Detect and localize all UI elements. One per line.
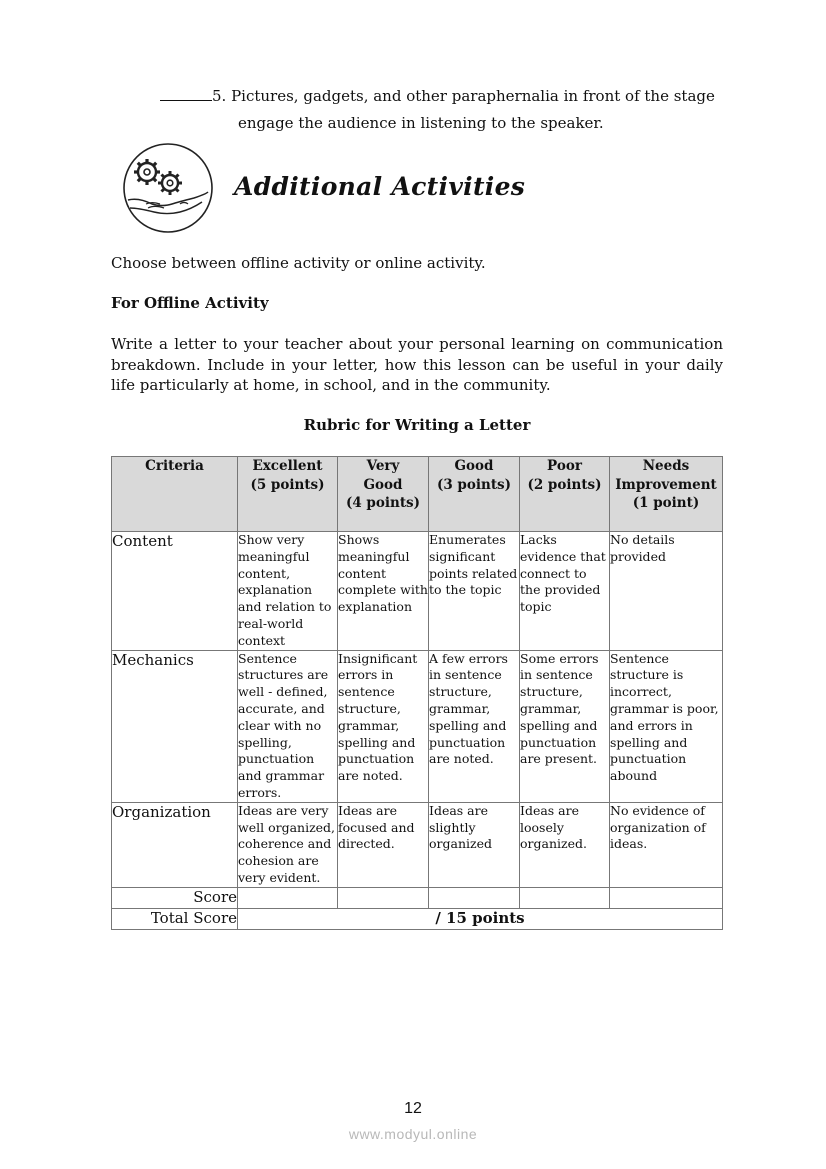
organization-needs-cell: No evidence of organization of ideas. bbox=[610, 802, 723, 887]
header-poor-line2: (2 points) bbox=[527, 476, 602, 493]
organization-excellent-cell: Ideas are very well organized, coherence and cohesion are very evident. bbox=[238, 802, 338, 887]
score-row bbox=[112, 887, 723, 908]
rubric-header-row bbox=[112, 457, 723, 532]
header-very-good bbox=[338, 457, 429, 532]
total-score-value[interactable]: / 15 points bbox=[238, 908, 723, 929]
score-poor-cell[interactable] bbox=[520, 887, 610, 908]
table-row bbox=[112, 650, 723, 802]
total-score-label: Total Score bbox=[112, 908, 238, 929]
mechanics-excellent-cell: Sentence structures are well - defined, accurate, and clear with no spelling, punctuation and grammar errors. bbox=[238, 650, 338, 802]
header-needs-line1: Needs bbox=[642, 458, 690, 474]
question-5-continuation: engage the audience in listening to the speaker. bbox=[238, 114, 604, 132]
row-label-mechanics: Mechanics bbox=[112, 650, 238, 802]
mechanics-very-good-cell: Insignificant errors in sentence structure, grammar, spelling and punctuation are noted. bbox=[338, 650, 429, 802]
page-number: 12 bbox=[404, 1100, 422, 1117]
question-5-text: 5. Pictures, gadgets, and other paraphernalia in front of the stage bbox=[212, 87, 715, 105]
watermark: www.modyul.online bbox=[348, 1126, 478, 1142]
header-very-good-line1: Very bbox=[366, 458, 400, 474]
header-poor-line1: Poor bbox=[547, 458, 582, 474]
table-row bbox=[112, 532, 723, 651]
score-label: Score bbox=[112, 887, 238, 908]
mechanics-good-cell: A few errors in sentence structure, grammar, spelling and punctuation are noted. bbox=[429, 650, 520, 802]
content-needs-cell: No details provided bbox=[610, 532, 723, 651]
header-poor bbox=[520, 457, 610, 532]
organization-poor-cell: Ideas are loosely organized. bbox=[520, 802, 610, 887]
header-very-good-line2: Good bbox=[363, 476, 403, 493]
header-good bbox=[429, 457, 520, 532]
header-very-good-line3: (4 points) bbox=[345, 495, 421, 511]
header-needs-improvement bbox=[610, 457, 723, 532]
header-excellent bbox=[238, 457, 338, 532]
mechanics-needs-cell: Sentence structure is incorrect, grammar is poor, and errors in spelling and punctuation abound bbox=[610, 650, 723, 802]
content-excellent-cell: Show very meaningful content, explanation and relation to real-world context bbox=[238, 532, 338, 651]
score-good-cell[interactable] bbox=[429, 887, 520, 908]
content-good-cell: Enumerates significant points related to the topic bbox=[429, 532, 520, 651]
header-criteria: Criteria bbox=[112, 457, 238, 532]
content-very-good-cell: Shows meaningful content complete with explanation bbox=[338, 532, 429, 651]
header-good-line2: (3 points) bbox=[436, 476, 512, 493]
offline-activity-heading: For Offline Activity bbox=[111, 294, 269, 312]
question-item-5 bbox=[160, 86, 715, 106]
row-label-content: Content bbox=[112, 532, 238, 651]
header-excellent-line2: (5 points) bbox=[250, 476, 325, 493]
section-title: Additional Activities bbox=[234, 172, 526, 201]
rubric-title: Rubric for Writing a Letter bbox=[303, 416, 531, 434]
intro-text: Choose between offline activity or online activity. bbox=[111, 254, 486, 272]
header-excellent-line1: Excellent bbox=[252, 458, 323, 474]
header-good-line1: Good bbox=[454, 458, 494, 474]
offline-instructions: Write a letter to your teacher about your personal learning on communication breakdown. Include in your letter, how this lesson can be useful in your daily life particularly at home, in school, and in the community. bbox=[111, 335, 723, 394]
organization-good-cell: Ideas are slightly organized bbox=[429, 802, 520, 887]
header-needs-line3: (1 point) bbox=[632, 495, 700, 511]
rubric-table bbox=[111, 456, 723, 930]
score-excellent-cell[interactable] bbox=[238, 887, 338, 908]
answer-blank[interactable] bbox=[160, 86, 212, 101]
score-needs-cell[interactable] bbox=[610, 887, 723, 908]
table-row bbox=[112, 802, 723, 887]
content-poor-cell: Lacks evidence that connect to the provided topic bbox=[520, 532, 610, 651]
organization-very-good-cell: Ideas are focused and directed. bbox=[338, 802, 429, 887]
gears-in-hand-icon bbox=[122, 142, 214, 234]
score-very-good-cell[interactable] bbox=[338, 887, 429, 908]
total-score-row bbox=[112, 908, 723, 929]
mechanics-poor-cell: Some errors in sentence structure, grammar, spelling and punctuation are present. bbox=[520, 650, 610, 802]
row-label-organization: Organization bbox=[112, 802, 238, 887]
header-needs-line2: Improvement bbox=[615, 476, 717, 493]
